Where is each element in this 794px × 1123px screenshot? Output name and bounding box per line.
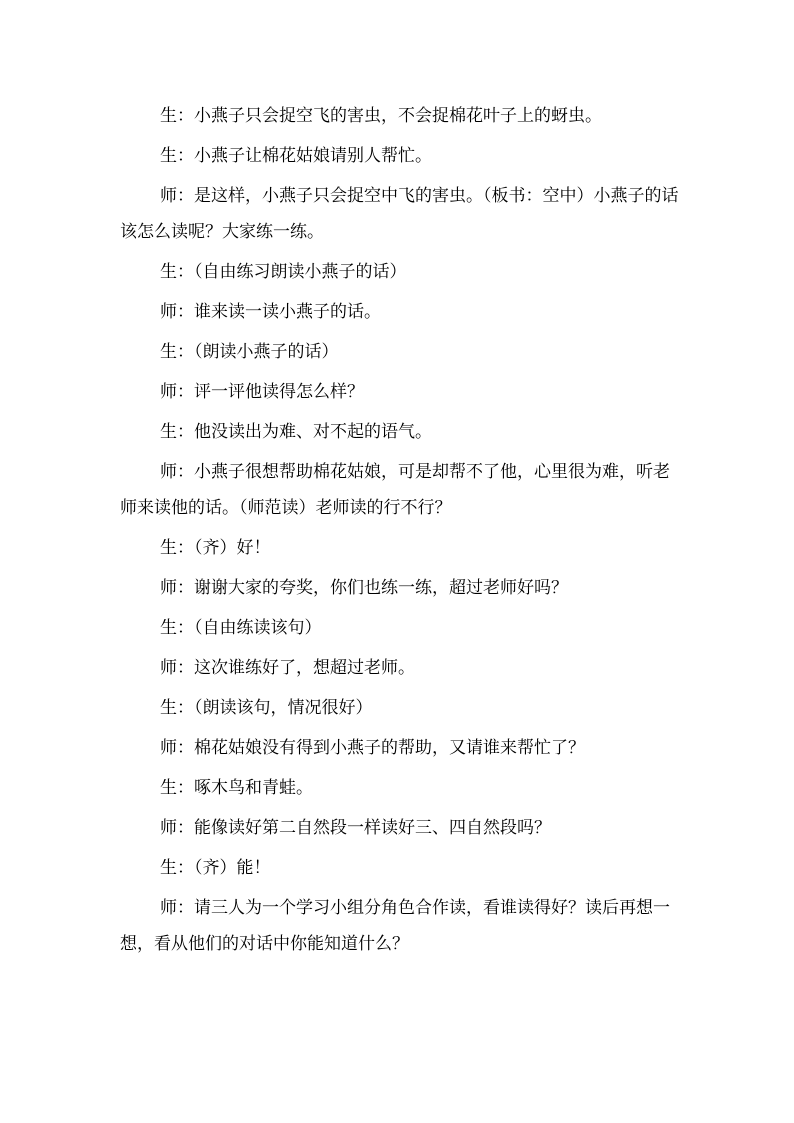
paragraph: 师：谁来读一读小燕子的话。: [160, 302, 381, 322]
paragraph: 师：请三人为一个学习小组分角色合作读，看谁读得好？读后再想一想，看从他们的对话中你能知道什么？: [120, 898, 670, 954]
document-body: [120, 98, 680, 962]
paragraph: 生：（自由练读该句）: [160, 618, 322, 638]
paragraph: 生：（朗读小燕子的话）: [160, 342, 339, 362]
paragraph: 师：谢谢大家的夸奖，你们也练一练，超过老师好吗？: [160, 578, 568, 598]
paragraph: 生：小燕子只会捉空飞的害虫，不会捉棉花叶子上的蚜虫。: [160, 106, 602, 126]
paragraph: 师：这次谁练好了，想超过老师。: [160, 658, 415, 678]
paragraph: 师：是这样，小燕子只会捉空中飞的害虫。（板书：空中）小燕子的话该怎么读呢？大家练一练。: [120, 186, 679, 242]
paragraph: 生：他没读出为难、对不起的语气。: [160, 422, 432, 442]
paragraph: 生：（齐）好！: [160, 538, 271, 558]
paragraph: 生：（朗读该句，情况很好）: [160, 698, 373, 718]
paragraph: 生：（齐）能！: [160, 858, 271, 878]
paragraph: 生：（自由练习朗读小燕子的话）: [160, 262, 407, 282]
paragraph: 师：评一评他读得怎么样？: [160, 382, 364, 402]
paragraph: 师：能像读好第二自然段一样读好三、四自然段吗？: [160, 818, 551, 838]
paragraph: 师：棉花姑娘没有得到小燕子的帮助，又请谁来帮忙了？: [160, 738, 585, 758]
paragraph: 师：小燕子很想帮助棉花姑娘，可是却帮不了他，心里很为难，听老师来读他的话。（师范读）老师读的行不行？: [120, 462, 670, 518]
paragraph: 生：小燕子让棉花姑娘请别人帮忙。: [160, 146, 432, 166]
paragraph: 生：啄木鸟和青蛙。: [160, 778, 313, 798]
